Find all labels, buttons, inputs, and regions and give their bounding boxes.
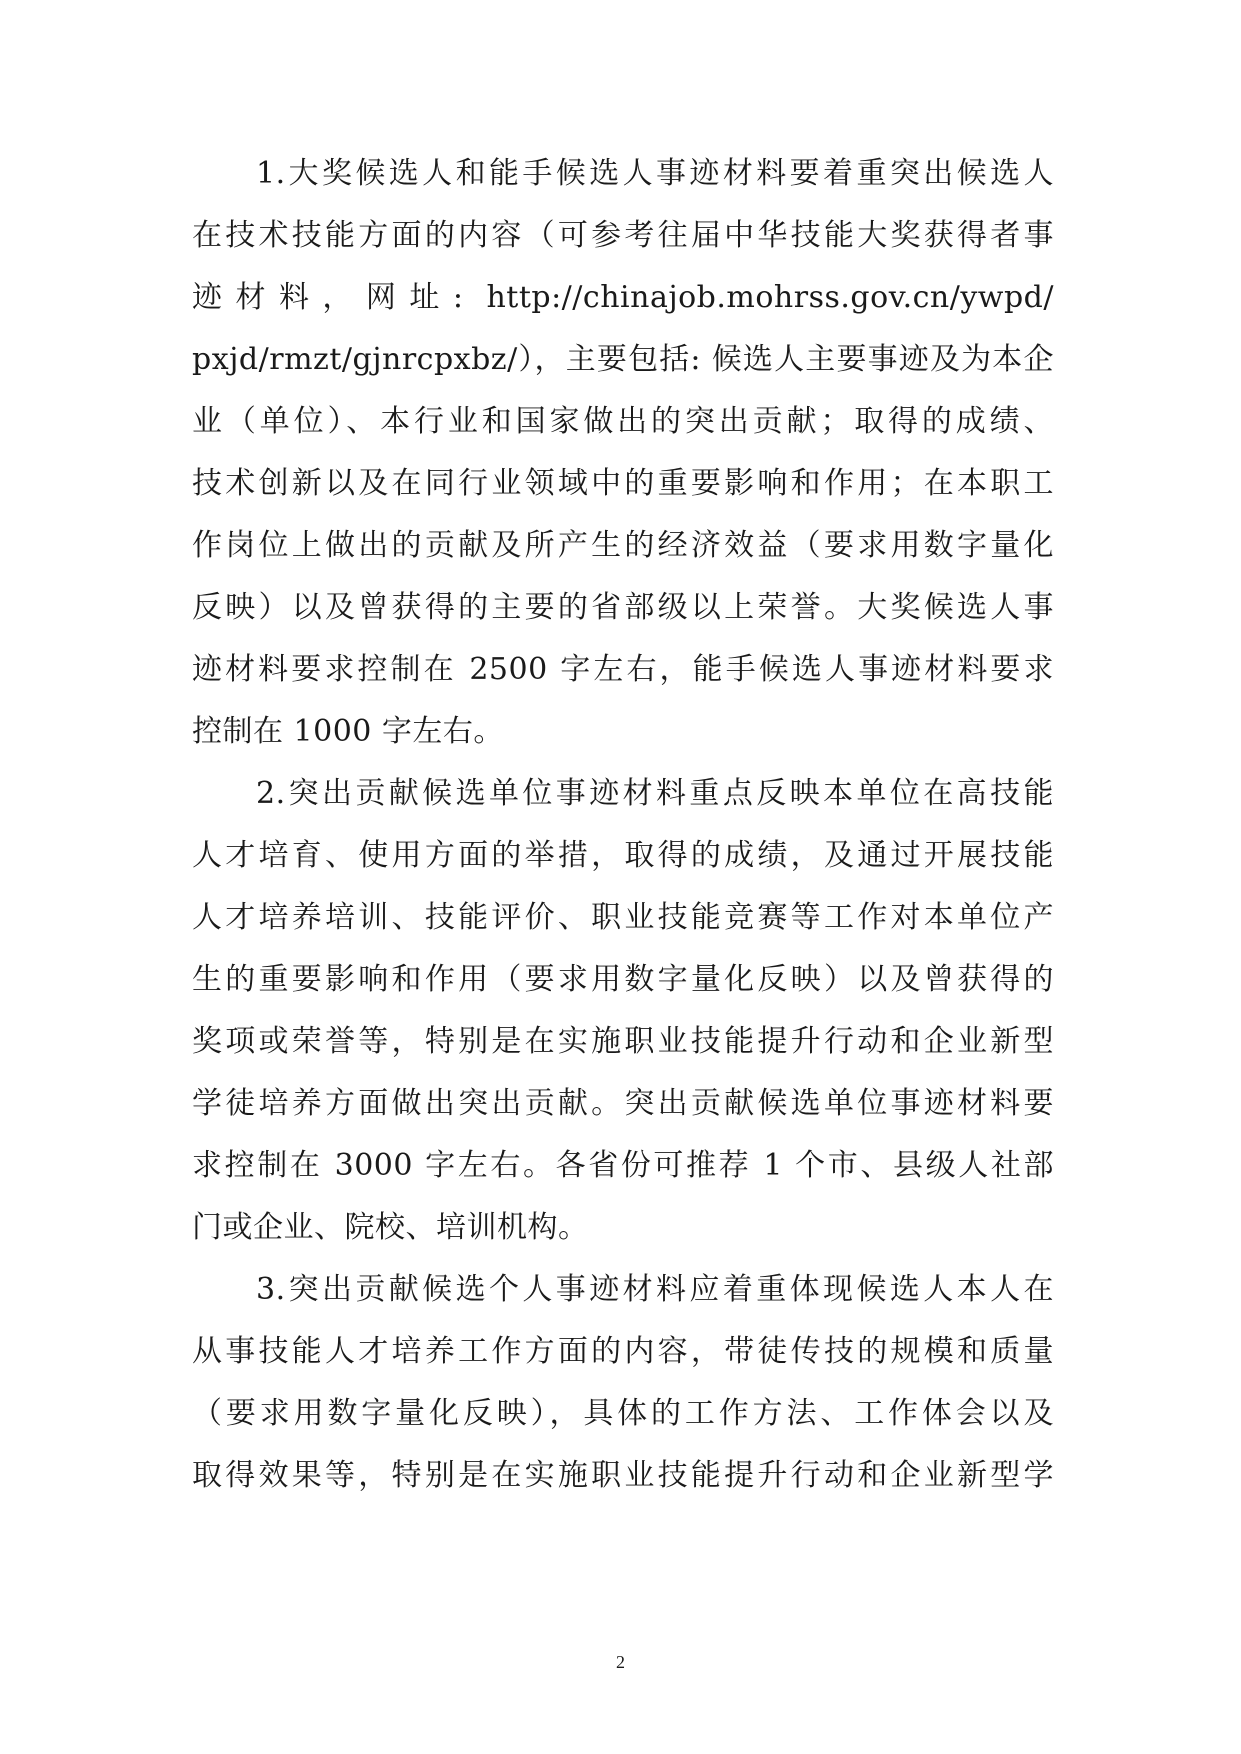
paragraph-1-line-5: 业（单位）、本行业和国家做出的突出贡献；取得的成绩、 [192, 404, 1054, 439]
paragraph-2-line-7: 求控制在 3000 字左右。各省份可推荐 1 个市、县级人社部 [192, 1148, 1054, 1183]
paragraph-1-line-3: 迹材料，网址: http://chinajob.mohrss.gov.cn/ywpd/ [192, 280, 1054, 315]
paragraph-1-line-8: 反映）以及曾获得的主要的省部级以上荣誉。大奖候选人事 [192, 590, 1054, 625]
paragraph-2-line-3: 人才培养培训、技能评价、职业技能竞赛等工作对本单位产 [192, 900, 1054, 935]
paragraph-1-line-4: pxjd/rmzt/gjnrcpxbz/），主要包括: 候选人主要事迹及为本企 [192, 342, 1054, 377]
paragraph-2-line-5: 奖项或荣誉等，特别是在实施职业技能提升行动和企业新型 [192, 1024, 1054, 1059]
paragraph-1 [192, 143, 1054, 763]
body-text [192, 143, 1054, 1507]
paragraph-1-line-9: 迹材料要求控制在 2500 字左右，能手候选人事迹材料要求 [192, 652, 1054, 687]
paragraph-2 [192, 763, 1054, 1259]
paragraph-3-line-3: （要求用数字量化反映），具体的工作方法、工作体会以及 [192, 1396, 1054, 1431]
paragraph-1-line-7: 作岗位上做出的贡献及所产生的经济效益（要求用数字量化 [192, 528, 1054, 563]
paragraph-3-line-4: 取得效果等，特别是在实施职业技能提升行动和企业新型学 [192, 1458, 1054, 1493]
paragraph-1-line-1: 1.大奖候选人和能手候选人事迹材料要着重突出候选人 [256, 156, 1054, 191]
paragraph-3 [192, 1259, 1054, 1507]
paragraph-2-line-6: 学徒培养方面做出突出贡献。突出贡献候选单位事迹材料要 [192, 1086, 1054, 1121]
paragraph-3-line-1: 3.突出贡献候选个人事迹材料应着重体现候选人本人在 [256, 1272, 1054, 1307]
page-number: 2 [616, 1652, 625, 1672]
paragraph-1-line-6: 技术创新以及在同行业领域中的重要影响和作用；在本职工 [192, 466, 1054, 501]
paragraph-1-line-10: 控制在 1000 字左右。 [192, 714, 504, 749]
paragraph-2-line-4: 生的重要影响和作用（要求用数字量化反映）以及曾获得的 [192, 962, 1054, 997]
paragraph-1-line-2: 在技术技能方面的内容（可参考往届中华技能大奖获得者事 [192, 218, 1054, 253]
paragraph-2-line-1: 2.突出贡献候选单位事迹材料重点反映本单位在高技能 [256, 776, 1054, 811]
paragraph-2-line-8: 门或企业、院校、培训机构。 [192, 1210, 589, 1245]
paragraph-2-line-2: 人才培育、使用方面的举措，取得的成绩，及通过开展技能 [192, 838, 1054, 873]
paragraph-3-line-2: 从事技能人才培养工作方面的内容，带徒传技的规模和质量 [192, 1334, 1054, 1369]
